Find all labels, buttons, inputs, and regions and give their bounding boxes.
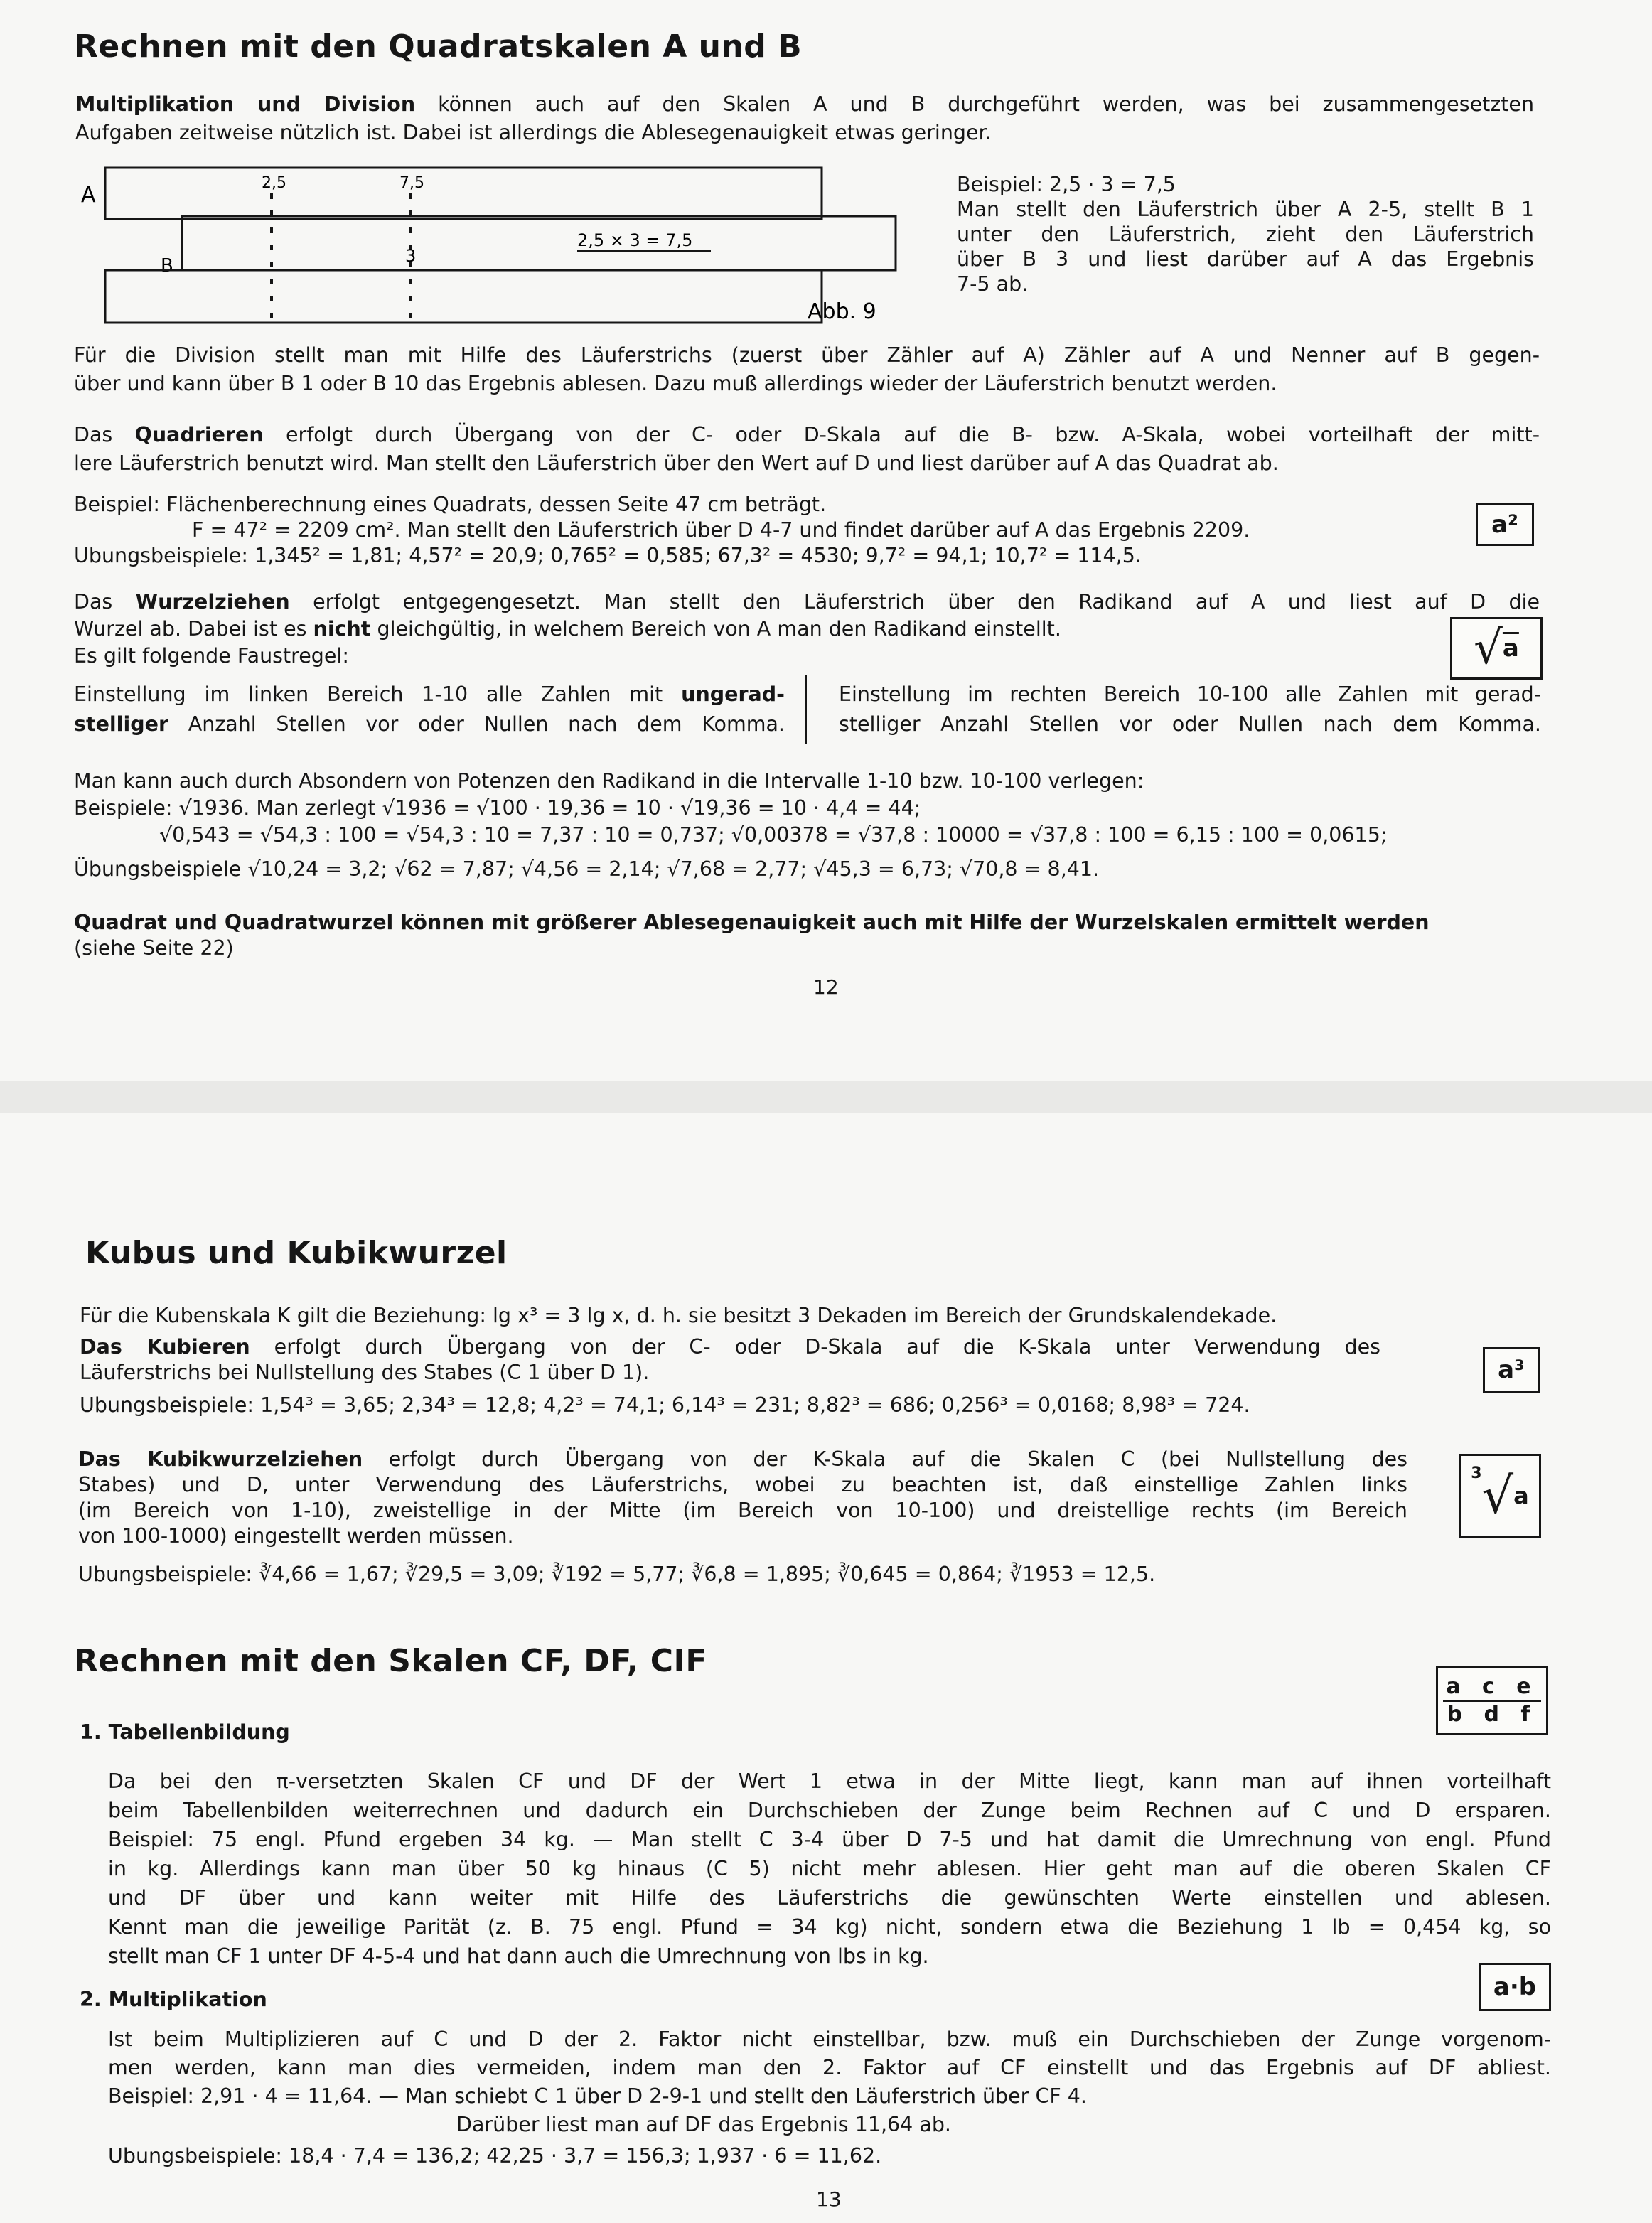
rule-right xyxy=(839,680,1541,739)
cuberoot-icon-symbol: √ xyxy=(1481,1467,1514,1525)
example-side-line-3: unter den Läuferstrich, zieht den Läuferstrich xyxy=(957,223,1534,246)
square-example xyxy=(74,492,1250,569)
rule-right-line-1: Einstellung im rechten Bereich 10-100 alle Zahlen mit gerad- xyxy=(839,682,1541,706)
closing-paragraph xyxy=(74,910,1545,961)
tick-2-5: 2,5 xyxy=(262,174,286,192)
potenzen-line-3: √0,543 = √54,3 : 100 = √54,3 : 10 = 7,37 : 10 = 0,737; √0,00378 = √37,8 : 10000 = √37,8 : 100 = 6,15 : 100 = 0,0615; xyxy=(159,823,1388,847)
rule-left-line-2: Anzahl Stellen vor oder Nullen nach dem Komma. xyxy=(168,712,785,736)
page-13 xyxy=(0,1113,1652,2223)
cubing-line-1: erfolgt durch Übergang von der C- oder D-Skala auf die K-Skala unter Verwendung des xyxy=(250,1335,1380,1359)
page-number: 13 xyxy=(816,2187,842,2211)
cuberoot-paragraph xyxy=(78,1447,1407,1587)
root-nicht: nicht xyxy=(313,617,371,641)
root-bold: Wurzelziehen xyxy=(135,590,290,614)
intro-line-1: können auch auf den Skalen A und B durchgeführt werden, was bei zusammengesetzten xyxy=(415,92,1535,116)
scale-lower-bar xyxy=(105,270,822,323)
division-paragraph xyxy=(74,341,1540,398)
cube-icon: a³ xyxy=(1483,1347,1540,1393)
mult-line-4: Darüber liest man auf DF das Ergebnis 11,64 ab. xyxy=(456,2113,951,2136)
mult-line-3: Beispiel: 2,91 · 4 = 11,64. — Man schiebt C 1 über D 2-9-1 und stellt den Läuferstrich über CF 4. xyxy=(108,2084,1087,2108)
root-lead: Das xyxy=(74,590,136,614)
page-title: Rechnen mit den Quadratskalen A und B xyxy=(74,28,803,65)
intro-bold: Multiplikation und Division xyxy=(75,92,416,116)
sqrt-icon-var: a xyxy=(1502,634,1519,663)
closing-line-2: (siehe Seite 22) xyxy=(74,936,234,960)
cubing-bold: Das Kubieren xyxy=(80,1335,250,1359)
multiplikation-heading: 2. Multiplikation xyxy=(80,1988,267,2011)
fraction-icon xyxy=(1436,1666,1548,1735)
potenzen-line-1: Man kann auch durch Absondern von Potenzen den Radikand in die Intervalle 1-10 bzw. 10-100 verlegen: xyxy=(74,769,1144,793)
section-title-cf: Rechnen mit den Skalen CF, DF, CIF xyxy=(74,1643,707,1679)
mult-line-2: men werden, kann man dies vermeiden, indem man den 2. Faktor auf CF einstellt und das Ergebnis auf DF abliest. xyxy=(108,2056,1551,2079)
intro-paragraph xyxy=(75,90,1534,147)
cuberoot-icon xyxy=(1459,1454,1541,1538)
mult-line-5: Ubungsbeispiele: 18,4 · 7,4 = 136,2; 42,25 · 3,7 = 156,3; 1,937 · 6 = 11,62. xyxy=(108,2144,882,2168)
multiply-icon: a·b xyxy=(1479,1963,1551,2011)
cuberoot-line-4: von 100-1000) eingestellt werden müssen. xyxy=(78,1524,514,1548)
rule-left xyxy=(74,680,785,739)
example-side-line-4: über B 3 und liest darüber auf A das Ergebnis xyxy=(957,247,1534,271)
rule-divider xyxy=(805,675,807,744)
page-number: 12 xyxy=(813,975,839,999)
tabelle-line-4: in kg. Allerdings kann man über 50 kg hinaus (C 5) nicht mehr ablesen. Hier geht man auf die oberen Skalen CF xyxy=(108,1857,1551,1880)
tabelle-line-2: beim Tabellenbilden weiterrechnen und dadurch ein Durchschieben der Zunge beim Rechnen auf C und D ersparen. xyxy=(108,1799,1551,1822)
cuberoot-line-3: (im Bereich von 1-10), zweistellige in der Mitte (im Bereich von 10-100) und dreistellige rechts (im Bereich xyxy=(78,1499,1407,1522)
cubing-line-3: Ubungsbeispiele: 1,54³ = 3,65; 2,34³ = 12,8; 4,2³ = 74,1; 6,14³ = 231; 8,82³ = 686; 0,256³ = 0,0168; 8,98³ = 724. xyxy=(80,1393,1250,1417)
mult-line-1: Ist beim Multiplizieren auf C und D der 2. Faktor nicht einstellbar, bzw. muß ein Durchschieben der Zunge vorgenom- xyxy=(108,2028,1551,2051)
root-line-2c: gleichgültig, in welchem Bereich von A man den Radikand einstellt. xyxy=(370,617,1061,641)
scale-a-bar xyxy=(105,168,822,219)
squaring-line-2: lere Läuferstrich benutzt wird. Man stellt den Läuferstrich über den Wert auf D und liest darüber auf A das Quadrat ab. xyxy=(74,451,1279,475)
slide-rule-figure xyxy=(71,162,938,340)
scale-b-label: B xyxy=(161,255,173,277)
tabellenbildung-paragraph xyxy=(108,1767,1551,1971)
tick-3: 3 xyxy=(405,246,417,266)
tabelle-line-3: Beispiel: 75 engl. Pfund ergeben 34 kg. — Man stellt C 3-4 über D 7-5 und hat damit die Umrechnung von engl. Pfund xyxy=(108,1828,1551,1851)
squaring-bold: Quadrieren xyxy=(134,423,264,446)
tick-7-5: 7,5 xyxy=(399,174,424,192)
cuberoot-line-1: erfolgt durch Übergang von der K-Skala auf die Skalen C (bei Nullstellung des xyxy=(363,1447,1407,1471)
square-example-line-1: Beispiel: Flächenberechnung eines Quadrats, dessen Seite 47 cm beträgt. xyxy=(74,493,827,516)
cube-intro: Für die Kubenskala K gilt die Beziehung: lg x³ = 3 lg x, d. h. sie besitzt 3 Dekaden im Bereich der Grundskalendekade. xyxy=(80,1304,1277,1327)
example-side-line-1: Beispiel: 2,5 · 3 = 7,5 xyxy=(957,173,1176,196)
squaring-paragraph xyxy=(74,421,1540,478)
figure-caption: Abb. 9 xyxy=(808,299,876,324)
tabelle-line-5: und DF über und kann weiter mit Hilfe des Läuferstrichs die gewünschten Werte einstellen und ablesen. xyxy=(108,1886,1551,1909)
intro-line-2: Aufgaben zeitweise nützlich ist. Dabei ist allerdings die Ablesegenauigkeit etwas geringer. xyxy=(75,121,992,144)
squaring-line-1: erfolgt durch Übergang von der C- oder D-Skala auf die B- bzw. A-Skala, wobei vorteilhaft der mitt- xyxy=(263,423,1540,446)
tabellenbildung-heading: 1. Tabellenbildung xyxy=(80,1720,290,1744)
cuberoot-icon-index: 3 xyxy=(1471,1464,1482,1482)
section-title-kubus: Kubus und Kubikwurzel xyxy=(85,1235,508,1271)
square-example-line-3: Ubungsbeispiele: 1,345² = 1,81; 4,57² = 20,9; 0,765² = 0,585; 67,3² = 4530; 9,7² = 94,1; 10,7² = 114,5. xyxy=(74,544,1142,567)
sqrt-icon-symbol: √ xyxy=(1474,622,1503,675)
figure-equation: 2,5 × 3 = 7,5 xyxy=(577,230,693,250)
potenzen-paragraph xyxy=(74,768,1545,883)
cuberoot-icon-var: a xyxy=(1513,1482,1529,1509)
cubing-paragraph xyxy=(80,1334,1380,1418)
scale-a-label: A xyxy=(81,183,96,208)
closing-line-1: Quadrat und Quadratwurzel können mit größerer Ablesegenauigkeit auch mit Hilfe der Wurzelskalen ermittelt werden xyxy=(74,911,1430,934)
division-line-2: über und kann über B 1 oder B 10 das Ergebnis ablesen. Dazu muß allerdings wieder der Läuferstrich benutzt werden. xyxy=(74,372,1277,395)
potenzen-line-2: Beispiele: √1936. Man zerlegt √1936 = √100 · 19,36 = 10 · √19,36 = 10 · 4,4 = 44; xyxy=(74,796,921,820)
tabelle-line-7: stellt man CF 1 unter DF 4-5-4 und hat dann auch die Umrechnung von lbs in kg. xyxy=(108,1944,929,1968)
rule-left-line-1: Einstellung im linken Bereich 1-10 alle Zahlen mit xyxy=(74,682,682,706)
root-line-1: erfolgt entgegengesetzt. Man stellt den Läuferstrich über den Radikand auf A und liest auf D die xyxy=(289,590,1540,614)
cubing-line-2: Läuferstrichs bei Nullstellung des Stabes (C 1 über D 1). xyxy=(80,1361,650,1384)
multiplikation-paragraph xyxy=(108,2025,1551,2170)
rule-left-bold-1: ungerad- xyxy=(681,682,785,706)
cuberoot-bold: Das Kubikwurzelziehen xyxy=(78,1447,363,1471)
example-side-line-2: Man stellt den Läuferstrich über A 2-5, stellt B 1 xyxy=(957,198,1534,221)
example-side-line-5: 7-5 ab. xyxy=(957,272,1029,296)
root-line-2a: Wurzel ab. Dabei ist es xyxy=(74,617,313,641)
example-side-note xyxy=(957,172,1534,296)
potenzen-line-4: Übungsbeispiele √10,24 = 3,2; √62 = 7,87; √4,56 = 2,14; √7,68 = 2,77; √45,3 = 6,73; √70,8 = 8,41. xyxy=(74,857,1100,881)
root-line-3: Es gilt folgende Faustregel: xyxy=(74,644,349,668)
square-icon: a² xyxy=(1476,503,1534,546)
tabelle-line-1: Da bei den π-versetzten Skalen CF und DF der Wert 1 etwa in der Mitte liegt, kann man auf ihnen vorteilhaft xyxy=(108,1769,1551,1793)
page-12 xyxy=(0,0,1652,1081)
tabelle-line-6: Kennt man die jeweilige Parität (z. B. 75 engl. Pfund = 34 kg) nicht, sondern etwa die Beziehung 1 lb = 0,454 kg, so xyxy=(108,1915,1551,1939)
rule-right-line-2: stelliger Anzahl Stellen vor oder Nullen nach dem Komma. xyxy=(839,712,1541,736)
fraction-icon-bottom: b d f xyxy=(1447,1701,1538,1727)
cuberoot-line-5: Ubungsbeispiele: ∛4,66 = 1,67; ∛29,5 = 3,09; ∛192 = 5,77; ∛6,8 = 1,895; ∛0,645 = 0,864; ∛1953 = 12,5. xyxy=(78,1563,1156,1586)
scale-b-bar xyxy=(182,216,896,270)
root-paragraph xyxy=(74,589,1540,670)
fraction-icon-top: a c e xyxy=(1443,1674,1540,1702)
division-line-1: Für die Division stellt man mit Hilfe des Läuferstrichs (zuerst über Zähler auf A) Zähler auf A und Nenner auf B gegen- xyxy=(74,343,1540,367)
sqrt-icon xyxy=(1450,617,1543,680)
squaring-lead: Das xyxy=(74,423,135,446)
square-example-line-2: F = 47² = 2209 cm². Man stellt den Läuferstrich über D 4-7 und findet darüber auf A das Ergebnis 2209. xyxy=(192,518,1250,542)
cuberoot-line-2: Stabes) und D, unter Verwendung des Läuferstrichs, wobei zu beachten ist, daß einstellige Zahlen links xyxy=(78,1473,1407,1496)
rule-left-bold-2: stelliger xyxy=(74,712,169,736)
